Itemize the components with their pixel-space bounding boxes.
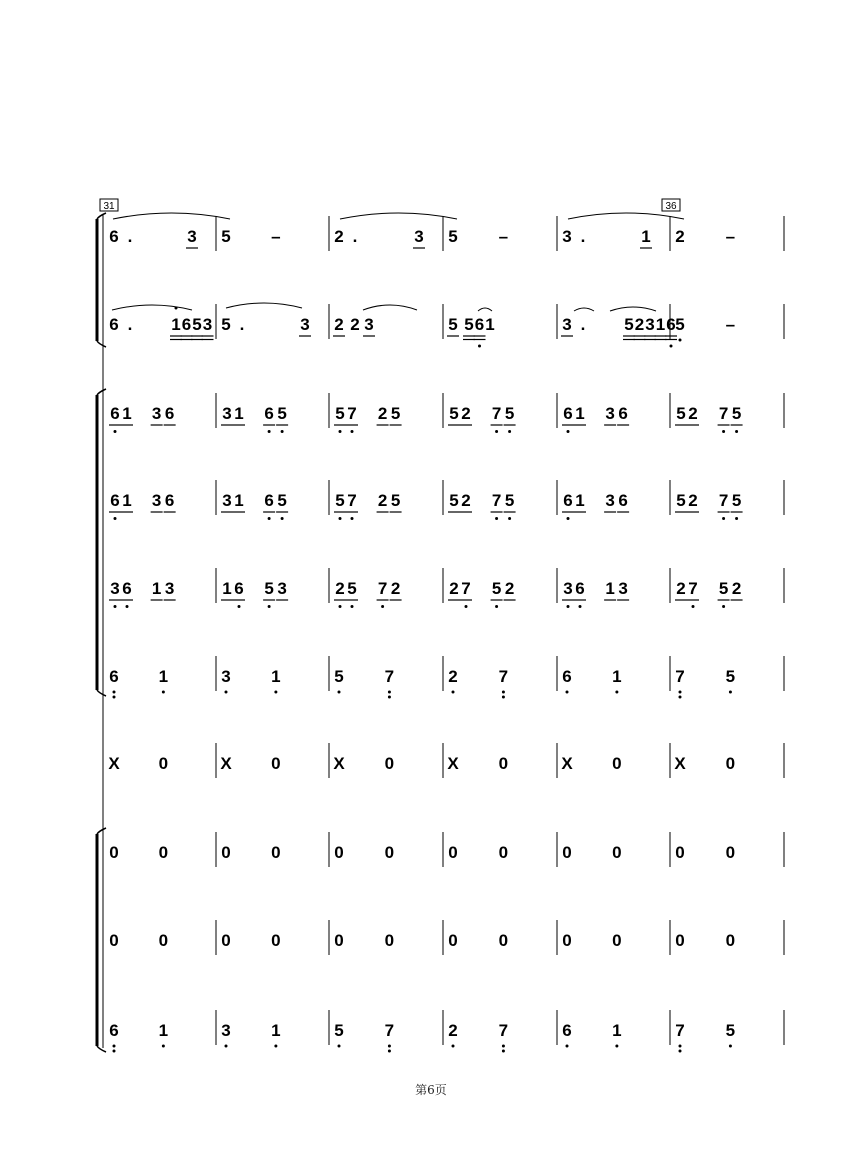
note: 2 [461, 491, 471, 510]
note: 5 [335, 404, 345, 423]
note: 5 [676, 491, 686, 510]
note: 7 [718, 491, 729, 510]
octave-dot-low [465, 605, 468, 608]
note: 7 [675, 1021, 685, 1040]
note: 5 [504, 491, 515, 510]
note: . [239, 315, 245, 334]
slur [113, 213, 230, 219]
note: 0 [498, 754, 509, 773]
octave-dot-low [567, 430, 570, 433]
note: 5 [192, 315, 202, 334]
note: 5 [390, 491, 401, 510]
note: 6 [474, 315, 485, 334]
note: 0 [612, 843, 622, 862]
note: 0 [725, 754, 736, 773]
note: 1 [612, 667, 622, 686]
note: 2 [449, 579, 459, 598]
octave-dot-low [268, 605, 271, 608]
page-number: 第6页 [415, 1083, 447, 1097]
note: X [674, 754, 686, 773]
note: 0 [271, 754, 281, 773]
note: 1 [234, 404, 244, 423]
octave-dot-low [495, 430, 498, 433]
note: 6 [562, 1021, 572, 1040]
note: 7 [688, 579, 698, 598]
note: 7 [498, 667, 509, 686]
octave-dot-low [268, 517, 271, 520]
note: 1 [271, 1021, 281, 1040]
note: 5 [731, 491, 742, 510]
note: 7 [377, 579, 388, 598]
note: 1 [234, 491, 244, 510]
note: 3 [187, 227, 197, 246]
note: 6 [109, 667, 119, 686]
note: 3 [151, 491, 162, 510]
octave-dot-low [388, 1050, 391, 1053]
octave-dot-low [126, 605, 129, 608]
note: 1 [122, 491, 132, 510]
note: 2 [688, 404, 698, 423]
note: 0 [334, 843, 344, 862]
note: 1 [575, 491, 585, 510]
note: 5 [675, 315, 685, 334]
note: . [580, 227, 586, 246]
note: 0 [612, 931, 622, 950]
octave-dot-low [274, 1045, 277, 1048]
octave-dot-low [338, 691, 341, 694]
note: 7 [491, 404, 502, 423]
octave-dot-low [735, 430, 738, 433]
note: 6 [264, 404, 274, 423]
octave-dot-low [615, 691, 618, 694]
octave-dot-low [567, 517, 570, 520]
octave-dot-low [692, 605, 695, 608]
octave-dot-low [113, 696, 116, 699]
octave-dot-low [162, 691, 165, 694]
slur [112, 305, 192, 310]
octave-dot-low [495, 605, 498, 608]
note: 2 [675, 227, 685, 246]
note: 2 [688, 491, 698, 510]
slur [363, 305, 417, 310]
octave-dot-low [567, 605, 570, 608]
note: 0 [498, 931, 509, 950]
note: 2 [390, 579, 401, 598]
note: 7 [461, 579, 471, 598]
note: 5 [335, 491, 345, 510]
octave-dot-low [508, 430, 511, 433]
note: 0 [109, 843, 119, 862]
note: 6 [234, 579, 244, 598]
note: 5 [277, 491, 287, 510]
octave-dot-low [338, 1045, 341, 1048]
note: . [127, 227, 133, 246]
octave-dot-low [281, 517, 284, 520]
note: 3 [605, 491, 615, 510]
octave-dot-low [502, 691, 505, 694]
note: 7 [384, 667, 395, 686]
note: 3 [277, 579, 287, 598]
note: 5 [221, 227, 231, 246]
bracket-lower-top [97, 828, 106, 834]
note: 5 [624, 315, 634, 334]
octave-dot-low [388, 696, 391, 699]
octave-dot-low [452, 1045, 455, 1048]
note: 1 [122, 404, 132, 423]
note: 7 [498, 1021, 509, 1040]
note: – [725, 227, 736, 246]
slur [478, 308, 492, 311]
note: 0 [271, 843, 281, 862]
note: 1 [655, 315, 666, 334]
note: 6 [575, 579, 585, 598]
note: 0 [725, 931, 736, 950]
octave-dot-low [502, 1045, 505, 1048]
octave-dot-low [735, 517, 738, 520]
note: 7 [347, 404, 357, 423]
note: 2 [335, 579, 345, 598]
note: X [561, 754, 573, 773]
note: 1 [271, 667, 281, 686]
note: 7 [347, 491, 357, 510]
note: 7 [491, 491, 502, 510]
octave-dot-low [615, 1045, 618, 1048]
octave-dot-low [566, 691, 569, 694]
note: 1 [575, 404, 585, 423]
octave-dot-low [670, 345, 673, 348]
note: 6 [264, 491, 274, 510]
note: 3 [110, 579, 120, 598]
note: 2 [334, 227, 344, 246]
note: 0 [612, 754, 622, 773]
note: 0 [675, 931, 685, 950]
octave-dot-low [566, 1045, 569, 1048]
octave-dot-low [722, 517, 725, 520]
rehearsal-mark-label: 31 [103, 201, 115, 212]
note: 2 [731, 579, 742, 598]
note: 6 [164, 404, 175, 423]
note: 3 [605, 404, 615, 423]
note: 6 [666, 315, 676, 334]
note: 0 [448, 843, 458, 862]
octave-dot-low [388, 1045, 391, 1048]
bracket-melody-top [97, 213, 106, 219]
note: 0 [158, 754, 169, 773]
octave-dot-low [478, 345, 481, 348]
note: 6 [122, 579, 132, 598]
note: 7 [718, 404, 729, 423]
note: 3 [364, 315, 374, 334]
note: 0 [675, 843, 685, 862]
note: – [725, 315, 736, 334]
octave-dot-low [679, 339, 682, 342]
note: 1 [641, 227, 651, 246]
note: 6 [618, 491, 628, 510]
note: 5 [449, 491, 459, 510]
note: 5 [277, 404, 287, 423]
note: 3 [222, 404, 232, 423]
slur [610, 307, 656, 311]
note: 0 [384, 931, 395, 950]
octave-dot-low [729, 1045, 732, 1048]
note: 0 [158, 843, 169, 862]
note: 6 [563, 491, 573, 510]
octave-dot-low [114, 430, 117, 433]
note: 6 [164, 491, 175, 510]
note: 6 [109, 1021, 119, 1040]
note: . [352, 227, 358, 246]
note: 2 [350, 315, 360, 334]
octave-dot-low [722, 605, 725, 608]
note: X [108, 754, 120, 773]
note: 3 [562, 315, 572, 334]
note: . [580, 315, 586, 334]
note: 3 [222, 491, 232, 510]
slur [340, 213, 457, 219]
note: 3 [221, 1021, 231, 1040]
note: 0 [384, 843, 395, 862]
octave-dot-low [679, 696, 682, 699]
note: 5 [449, 404, 459, 423]
note: 5 [731, 404, 742, 423]
octave-dot-low [281, 430, 284, 433]
note: 1 [485, 315, 495, 334]
note: 5 [448, 315, 458, 334]
octave-dot-low [579, 605, 582, 608]
rehearsal-mark-label: 36 [665, 201, 677, 212]
octave-dot-low [274, 691, 277, 694]
note: 1 [612, 1021, 622, 1040]
octave-dot-low [339, 517, 342, 520]
note: 3 [618, 579, 628, 598]
note: 6 [110, 404, 120, 423]
note: 1 [158, 1021, 169, 1040]
note: 5 [725, 1021, 736, 1040]
note: 2 [334, 315, 344, 334]
note: 3 [151, 404, 162, 423]
note: 3 [414, 227, 424, 246]
octave-dot-low [508, 517, 511, 520]
note: 0 [221, 931, 231, 950]
note: 2 [448, 1021, 458, 1040]
note: 3 [563, 579, 573, 598]
octave-dot-low [114, 517, 117, 520]
octave-dot-low [339, 430, 342, 433]
octave-dot-low [113, 691, 116, 694]
note: 0 [562, 931, 572, 950]
note: X [220, 754, 232, 773]
note: 6 [110, 491, 120, 510]
note: 5 [718, 579, 729, 598]
note: 0 [158, 931, 169, 950]
octave-dot-low [502, 1050, 505, 1053]
note: 5 [264, 579, 274, 598]
note: 0 [384, 754, 395, 773]
note: 0 [271, 931, 281, 950]
note: 3 [300, 315, 310, 334]
note: 1 [222, 579, 232, 598]
note: 5 [464, 315, 474, 334]
octave-dot-low [113, 1045, 116, 1048]
note: 0 [725, 843, 736, 862]
octave-dot-low [351, 605, 354, 608]
note: 1 [151, 579, 162, 598]
note: 6 [181, 315, 192, 334]
note: 0 [221, 843, 231, 862]
note: 6 [109, 227, 119, 246]
note: 0 [562, 843, 572, 862]
note: 3 [221, 667, 231, 686]
note: 6 [562, 667, 572, 686]
note: 2 [676, 579, 686, 598]
note: 3 [562, 227, 572, 246]
slur [226, 303, 302, 308]
slur [568, 213, 684, 219]
octave-dot-low [388, 691, 391, 694]
octave-dot-low [351, 517, 354, 520]
note: 7 [384, 1021, 395, 1040]
note: 0 [109, 931, 119, 950]
note: 6 [563, 404, 573, 423]
octave-dot-low [351, 430, 354, 433]
note: X [447, 754, 459, 773]
octave-dot-low [502, 696, 505, 699]
note: 3 [202, 315, 213, 334]
octave-dot-low [381, 605, 384, 608]
note: 5 [725, 667, 736, 686]
octave-dot-low [238, 605, 241, 608]
note: 2 [504, 579, 515, 598]
octave-dot-low [114, 605, 117, 608]
bracket-lower-bottom [97, 1046, 106, 1052]
bracket-accompaniment-top [97, 389, 106, 395]
note: 5 [347, 579, 357, 598]
octave-dot-low [722, 430, 725, 433]
note: 1 [171, 315, 181, 334]
octave-dot-low [729, 691, 732, 694]
note: 2 [634, 315, 645, 334]
octave-dot-low [679, 1045, 682, 1048]
note: 6 [618, 404, 628, 423]
note: 5 [334, 667, 344, 686]
octave-dot-low [268, 430, 271, 433]
note: – [271, 227, 281, 246]
note: 2 [377, 404, 388, 423]
octave-dot-low [113, 1050, 116, 1053]
note: 5 [334, 1021, 344, 1040]
note: 2 [461, 404, 471, 423]
note: 5 [491, 579, 502, 598]
note: 5 [448, 227, 458, 246]
note: 5 [221, 315, 231, 334]
note: X [333, 754, 345, 773]
note: . [127, 315, 133, 334]
octave-dot-low [225, 691, 228, 694]
octave-dot-low [339, 605, 342, 608]
note: 6 [109, 315, 119, 334]
note: – [498, 227, 509, 246]
note: 2 [448, 667, 458, 686]
octave-dot-low [679, 691, 682, 694]
note: 7 [675, 667, 685, 686]
note: 1 [605, 579, 615, 598]
octave-dot-low [452, 691, 455, 694]
note: 1 [158, 667, 169, 686]
note: 0 [448, 931, 458, 950]
note: 5 [676, 404, 686, 423]
bracket-melody-bottom [97, 341, 106, 347]
octave-dot-low [679, 1050, 682, 1053]
note: 3 [645, 315, 655, 334]
octave-dot-low [225, 1045, 228, 1048]
note: 5 [390, 404, 401, 423]
slur [574, 308, 594, 311]
note: 3 [164, 579, 175, 598]
octave-dot-low [162, 1045, 165, 1048]
note: 2 [377, 491, 388, 510]
note: 0 [334, 931, 344, 950]
note: 5 [504, 404, 515, 423]
note: 0 [498, 843, 509, 862]
octave-dot-low [495, 517, 498, 520]
bracket-accompaniment-bottom [97, 690, 106, 696]
